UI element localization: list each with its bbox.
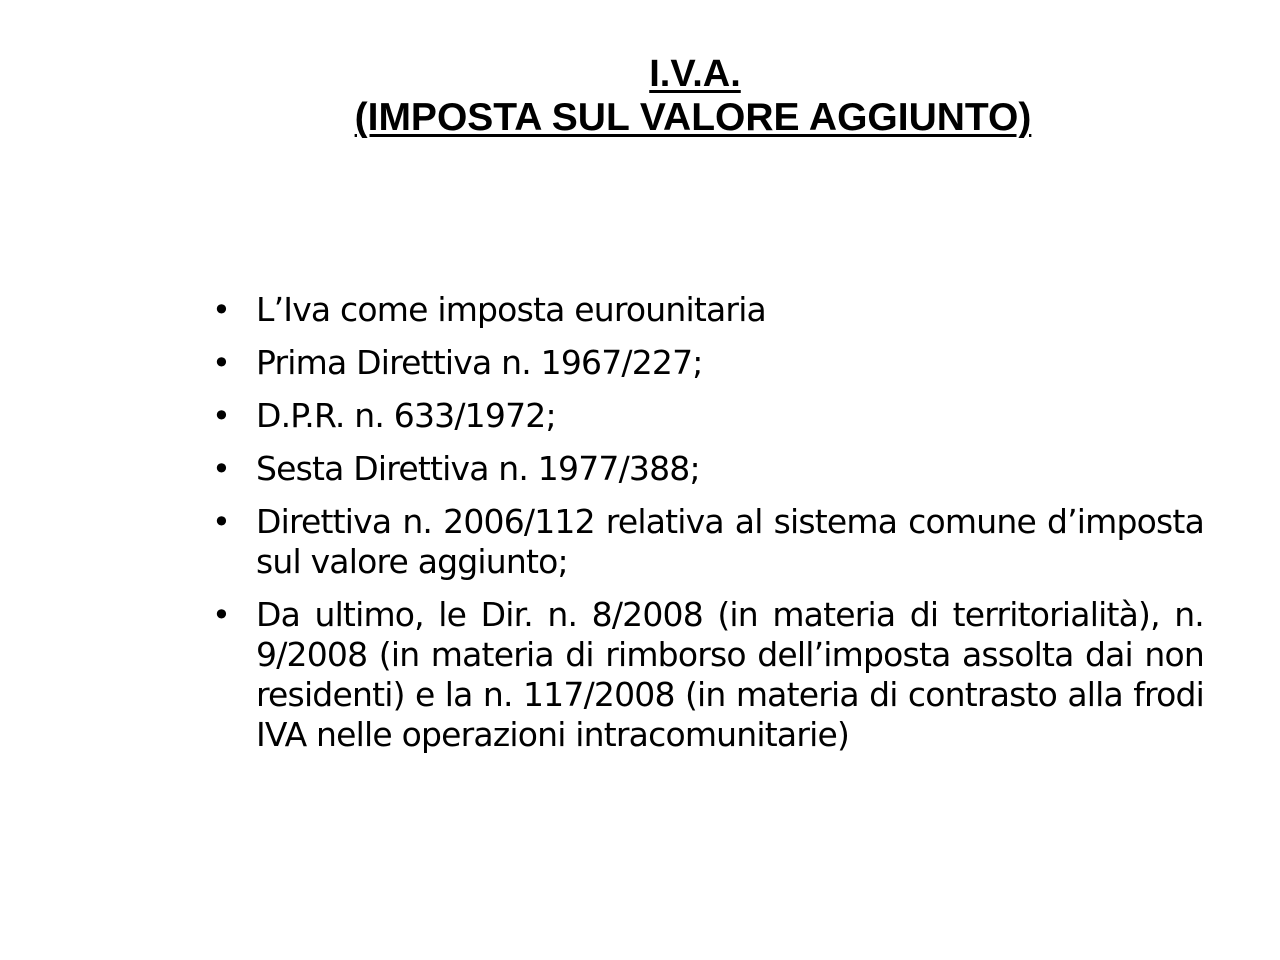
bullet-item xyxy=(212,396,1204,436)
bullet-item xyxy=(212,502,1204,582)
bullet-item xyxy=(212,343,1204,383)
title-full-name: (IMPOSTA SUL VALORE AGGIUNTO) xyxy=(354,96,1032,139)
bullet-dot-icon: • xyxy=(212,344,231,382)
slide-title xyxy=(0,52,1280,140)
bullet-list xyxy=(212,290,1204,768)
bullet-dot-icon: • xyxy=(212,596,231,634)
bullet-text: Direttiva n. 2006/112 relativa al sistema comune d’imposta sul valore aggiunto; xyxy=(256,502,1204,581)
bullet-text: Da ultimo, le Dir. n. 8/2008 (in materia di territorialità), n. 9/2008 (in materia di rimborso dell’imposta assolta dai non residenti) e la n. 117/2008 (in materia di contrasto alla frodi IVA nelle operazioni intracomunitarie) xyxy=(256,595,1204,754)
bullet-item xyxy=(212,449,1204,489)
bullet-dot-icon: • xyxy=(212,397,231,435)
bullet-dot-icon: • xyxy=(212,450,231,488)
bullet-text: L’Iva come imposta eurounitaria xyxy=(256,290,766,329)
bullet-dot-icon: • xyxy=(212,291,231,329)
bullet-text: Prima Direttiva n. 1967/227; xyxy=(256,343,703,382)
bullet-dot-icon: • xyxy=(212,503,231,541)
bullet-item xyxy=(212,290,1204,330)
bullet-item xyxy=(212,595,1204,755)
title-abbreviation: I.V.A. xyxy=(649,53,741,95)
bullet-text: Sesta Direttiva n. 1977/388; xyxy=(256,449,700,488)
bullet-text: D.P.R. n. 633/1972; xyxy=(256,396,556,435)
